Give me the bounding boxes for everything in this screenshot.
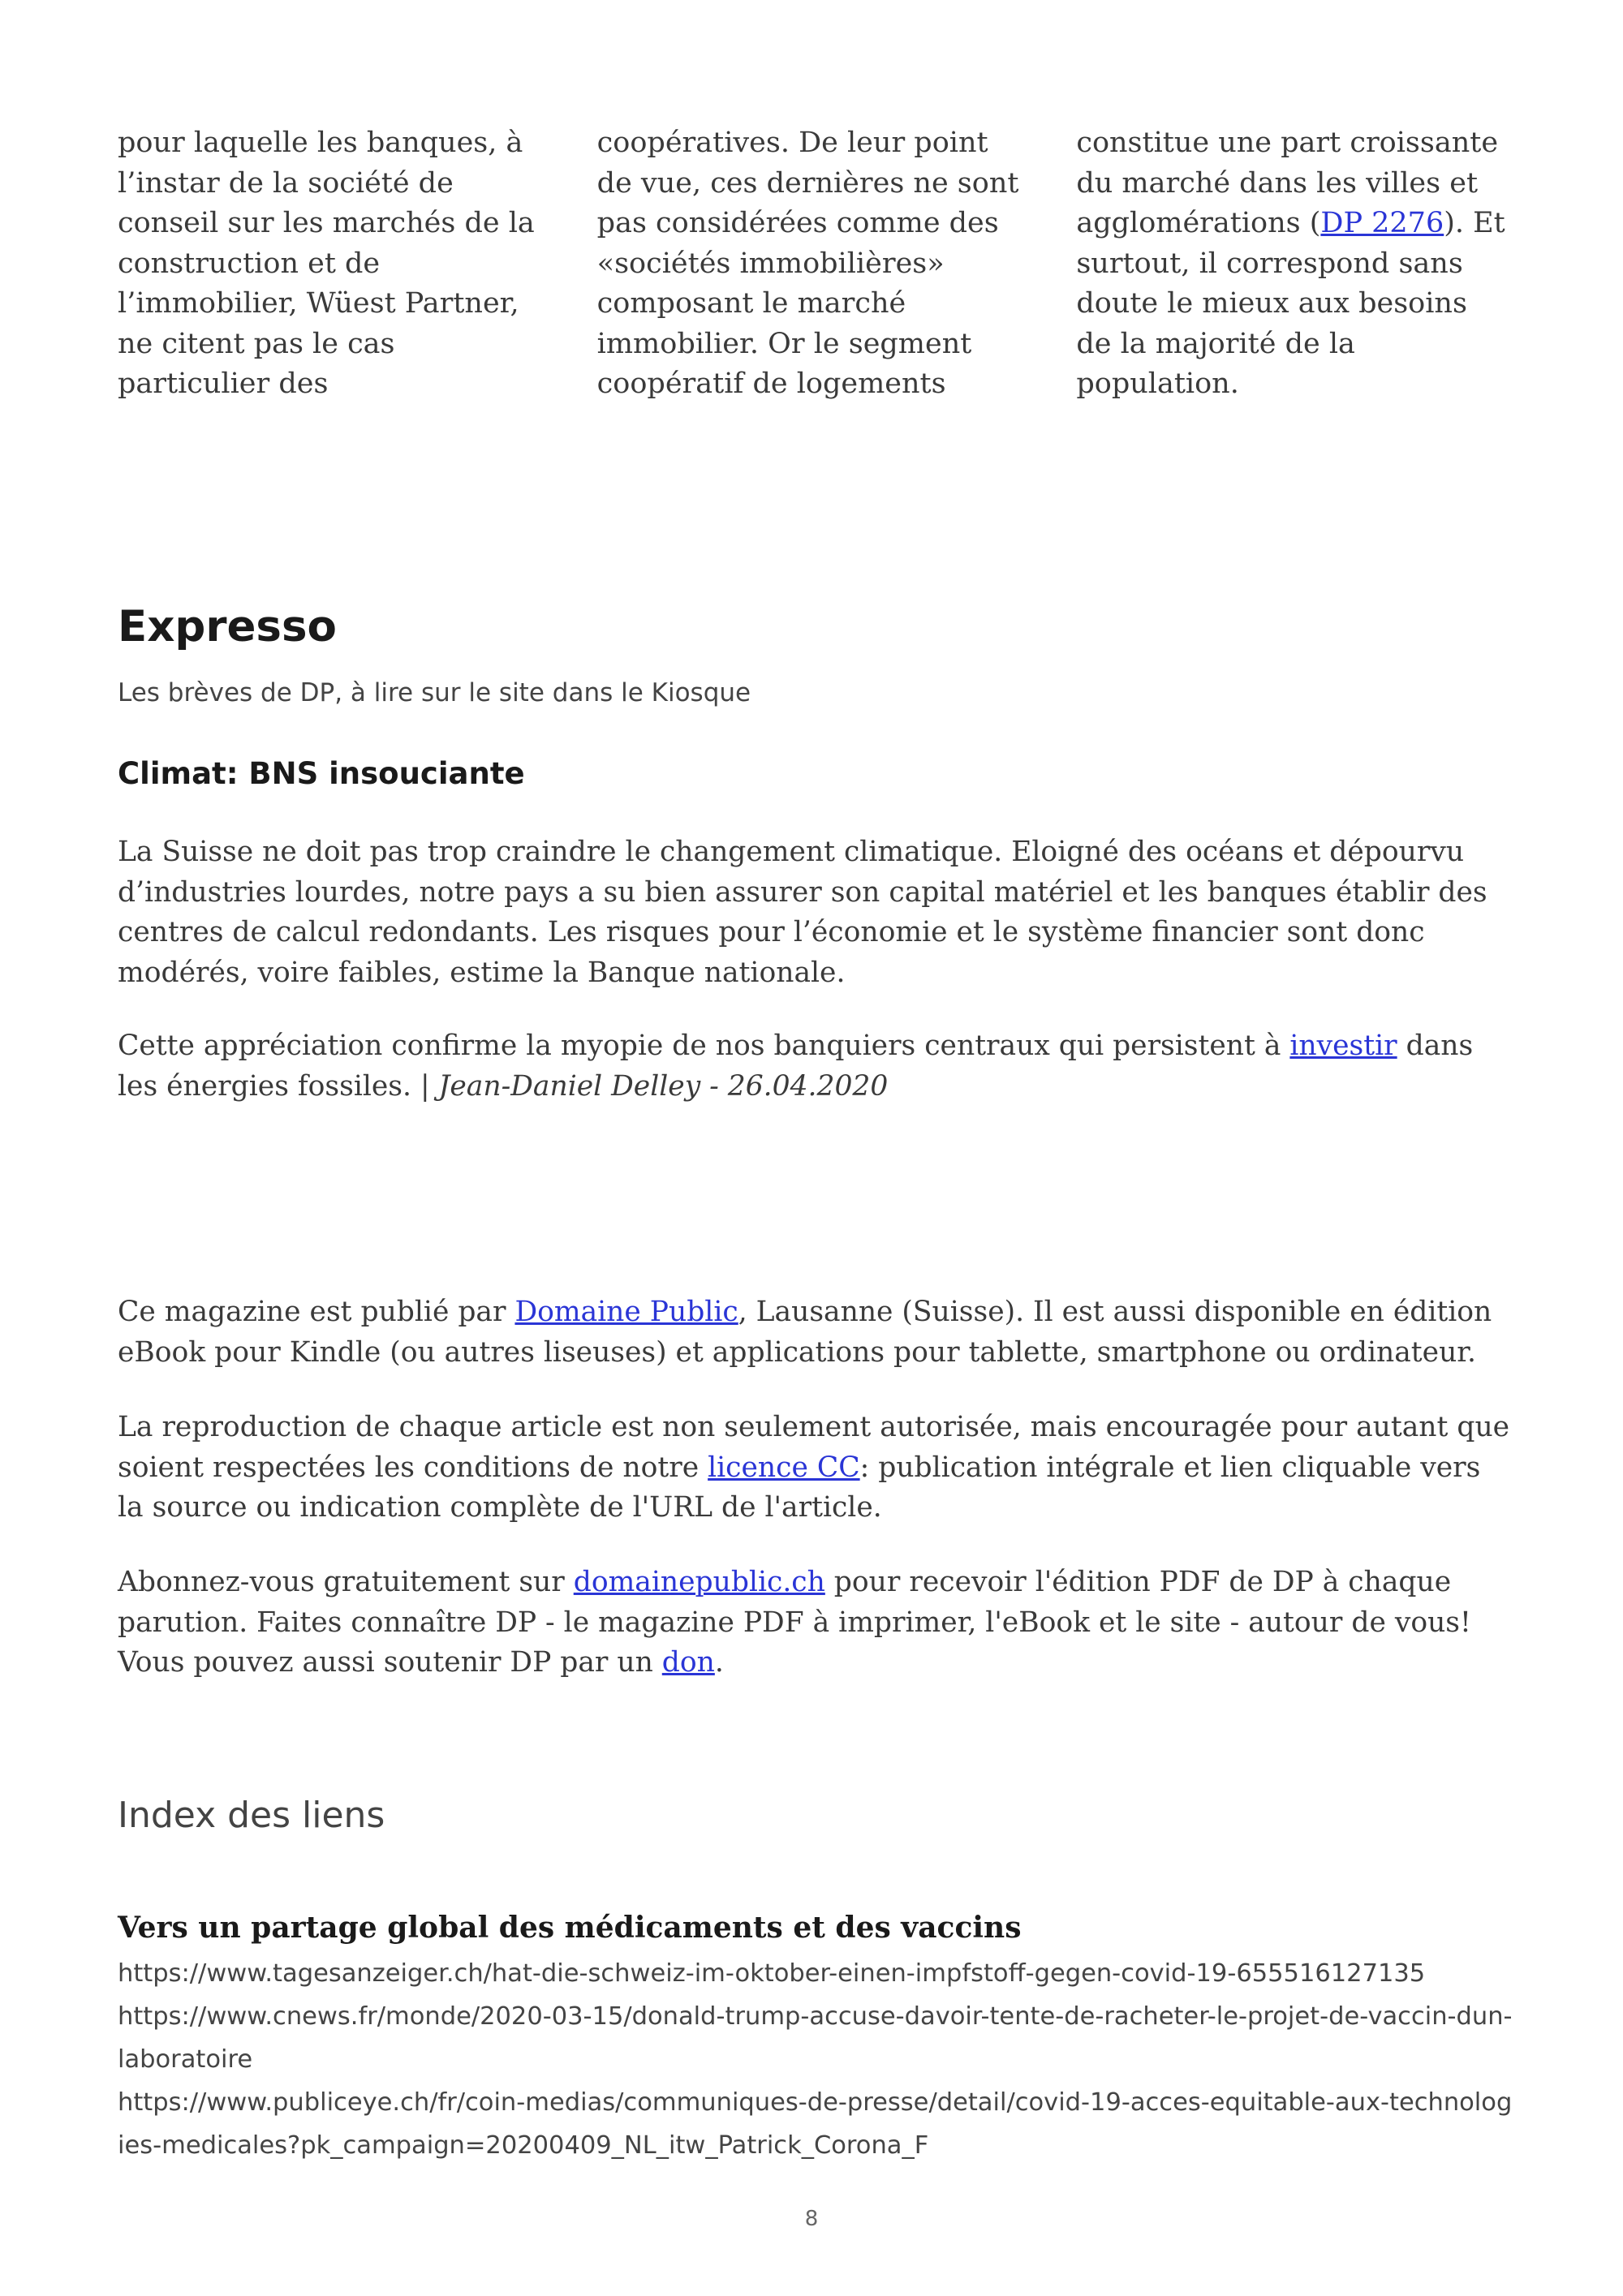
info-paragraph-2-before: La reproduction de chaque article est non seulement autorisée, mais encouragée pour autant que soient respectées les conditions de notre — [118, 1411, 1510, 1484]
article-title: Climat: BNS insouciante — [118, 756, 525, 791]
info-paragraph-1-after: , Lausanne (Suisse). Il est aussi disponible en édition eBook pour Kindle (ou autres liseuses) et applications pour tablette, smartphone ou ordinateur. — [118, 1296, 1492, 1369]
info-paragraph-3-before: Abonnez-vous gratuitement sur — [118, 1566, 574, 1598]
info-paragraph-3-mid: pour recevoir l'édition PDF de DP à chaque parution. Faites connaître DP - le magazine PDF à imprimer, l'eBook et le site - autour de vous! Vous pouvez aussi soutenir DP par un — [118, 1566, 1471, 1679]
index-url: https://www.tagesanzeiger.ch/hat-die-schweiz-im-oktober-einen-impfstoff-gegen-covid-19-655516127135 — [118, 1959, 1426, 1988]
article-paragraph-2-after: dans les énergies fossiles. | — [118, 1030, 1474, 1103]
column-2 — [597, 123, 1027, 405]
dp-2276-link[interactable]: DP 2276 — [1320, 207, 1444, 239]
article-paragraph-1-text: La Suisse ne doit pas trop craindre le changement climatique. Eloigné des océans et dépourvu d’industries lourdes, notre pays a su bien assurer son capital matériel et les banques établir des centres de calcul redondants. Les risques pour l’économie et le système financier sont donc modérés, voire faibles, estime la Banque nationale. — [118, 836, 1487, 989]
info-paragraph-1 — [118, 1292, 1513, 1373]
investir-link[interactable]: investir — [1289, 1030, 1397, 1062]
column-3 — [1076, 123, 1505, 405]
section-subtitle: Les brèves de DP, à lire sur le site dans le Kiosque — [118, 678, 751, 707]
column-3-text-before: constitue une part croissante du marché dans les villes et agglomérations ( — [1076, 127, 1499, 239]
info-paragraph-1-before: Ce magazine est publié par — [118, 1296, 515, 1328]
info-paragraph-3 — [118, 1563, 1513, 1683]
article-paragraph-2 — [118, 1026, 1513, 1107]
article-author: Jean-Daniel Delley - 26.04.2020 — [438, 1069, 889, 1103]
page-number: 8 — [804, 2207, 819, 2231]
index-url-list — [118, 1952, 1513, 2167]
article-paragraph-1 — [118, 832, 1513, 993]
index-title: Index des liens — [118, 1795, 385, 1836]
info-paragraph-2-after: : publication intégrale et lien cliquable vers la source ou indication complète de l'URL de l'article. — [118, 1451, 1481, 1524]
info-paragraph-3-after: . — [714, 1646, 724, 1679]
column-2-text: coopératives. De leur point de vue, ces dernières ne sont pas considérées comme des «sociétés immobilières» composant le marché immobilier. Or le segment coopératif de logements — [596, 127, 1019, 400]
index-article-title: Vers un partage global des médicaments et des vaccins — [118, 1911, 1022, 1945]
domainepublic-link[interactable]: domainepublic.ch — [573, 1566, 825, 1598]
article-columns — [118, 123, 1505, 405]
column-3-text-after: ). Et surtout, il correspond sans doute le mieux aux besoins de la majorité de la population. — [1076, 207, 1505, 400]
info-paragraph-2 — [118, 1408, 1513, 1529]
index-url: https://www.cnews.fr/monde/2020-03-15/donald-trump-accuse-davoir-tente-de-racheter-le-projet-de-vaccin-dun-laboratoire — [118, 2002, 1513, 2074]
licence-cc-link[interactable]: licence CC — [708, 1451, 860, 1484]
article-paragraph-2-before: Cette appréciation confirme la myopie de nos banquiers centraux qui persistent à — [118, 1030, 1290, 1062]
domaine-public-link[interactable]: Domaine Public — [514, 1296, 738, 1328]
column-1-text: pour laquelle les banques, à l’instar de la société de conseil sur les marchés de la construction et de l’immobilier, Wüest Partner, ne citent pas le cas particulier des — [118, 127, 535, 400]
column-1 — [118, 123, 547, 405]
section-title-expresso: Expresso — [118, 602, 337, 651]
don-link[interactable]: don — [661, 1646, 715, 1679]
index-url: https://www.publiceye.ch/fr/coin-medias/communiques-de-presse/detail/covid-19-acces-equitable-aux-technologies-medicales?pk_campaign=20200409_NL_itw_Patrick_Corona_F — [118, 2088, 1513, 2160]
